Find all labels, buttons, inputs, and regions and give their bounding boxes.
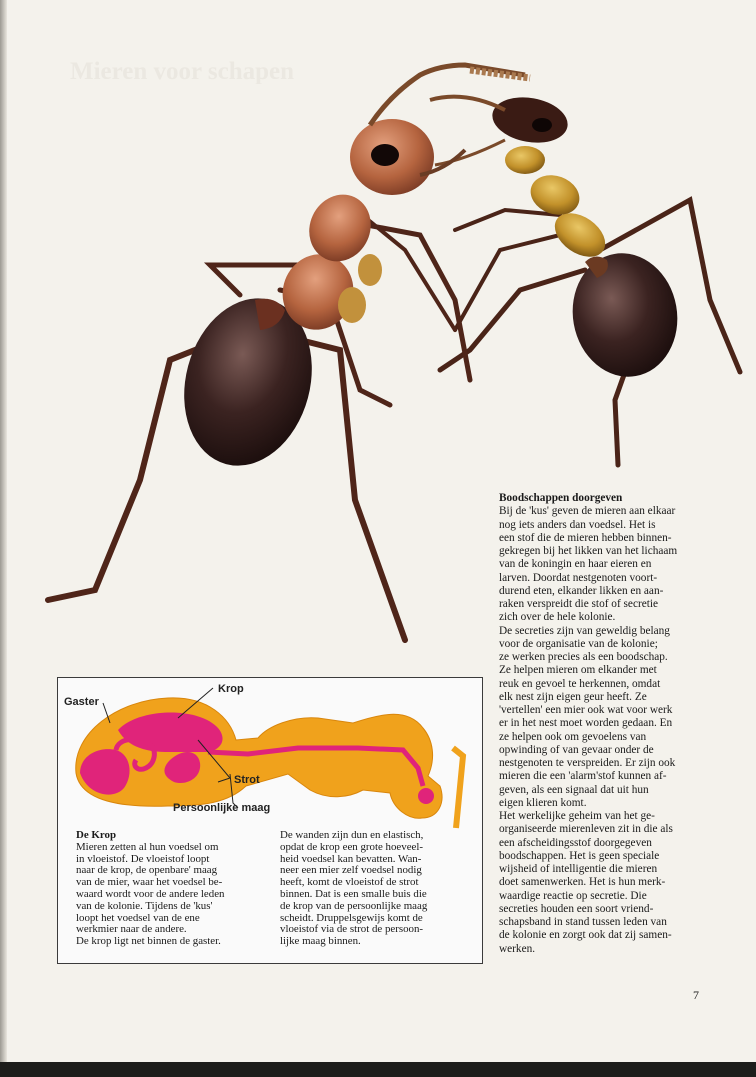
- ant-anatomy-diagram: [58, 678, 484, 838]
- diagram-ant-body: [76, 698, 442, 818]
- caption-left-body: Mieren zetten al hun voedsel om in vloeistof. De vloeistof loopt naar de krop, de openbare' maag van de mier, waar het voedsel be- waard wordt voor de andere leden van de kolonie. Tijdens de 'kus' loopt het voedsel van de ene werkmier naar de andere. De krop ligt net binnen de gaster.: [76, 840, 225, 948]
- label-krop: Krop: [218, 683, 244, 695]
- label-strot: Strot: [234, 774, 260, 786]
- left-ant: [48, 65, 530, 640]
- article-column: [499, 492, 709, 956]
- label-persoonlijke-maag: Persoonlijke maag: [173, 802, 271, 814]
- page-number: 7: [693, 988, 699, 1002]
- right-ant: [430, 92, 740, 465]
- caption-heading: De Krop: [76, 829, 117, 841]
- caption-left: [76, 830, 276, 948]
- label-gaster: Gaster: [64, 696, 99, 708]
- crop-diagram-box: [57, 677, 483, 964]
- caption-right: [280, 830, 480, 948]
- book-edge: [0, 1062, 756, 1077]
- article-body: Bij de 'kus' geven de mieren aan elkaar nog iets anders dan voedsel. Het is een stof die de mieren hebben binnen- gekregen bij het likken van het lichaam van de koningin en haar eieren en larven. Doordat nestgenoten voort- durend eten, elkander likken en aan- raken verspreidt die stof of secretie zich over de hele kolonie. De secreties zijn van geweldig belang voor de organisatie van de kolonie; ze werken precies als een boodschap. Ze helpen mieren om elkander met reuk en gevoel te herkennen, omdat elk nest zijn eigen geur heeft. Ze 'vertellen' een mier ook wat voor werk er in het nest moet worden gedaan. En ze helpen ook om gevoelens van opwinding of van gevaar onder de nestgenoten te verspreiden. Er zijn ook mieren die een 'alarm'stof kunnen af- geven, als een signaal dat uit hun eigen klieren komt. Het werkelijke geheim van het ge- organiseerde mierenleven zit in die als een afscheidingsstof doorgegeven boodschappen. Het is geen speciale wijsheid of intelligentie die mieren doet samenwerken. Het is hun merk- waardige reactie op secretie. Die secreties houden een soort vriend- schapsband in stand tussen leden van de kolonie en zorgt ook dat zij samen- werken.: [499, 505, 678, 955]
- faint-background-title: Mieren voor schapen: [70, 58, 295, 84]
- article-heading: Boodschappen doorgeven: [499, 492, 623, 504]
- caption-right-body: De wanden zijn dun en elastisch, opdat de krop een grote hoeveel- heid voedsel kan bevatten. Wan- neer een mier zelf voedsel nodig heeft, komt de vloeistof de strot binnen. Dat is een smalle buis die de krop van de persoonlijke maag scheidt. Druppelsgewijs komt de vloeistof via de strot de persoon- lijke maag binnen.: [280, 829, 428, 948]
